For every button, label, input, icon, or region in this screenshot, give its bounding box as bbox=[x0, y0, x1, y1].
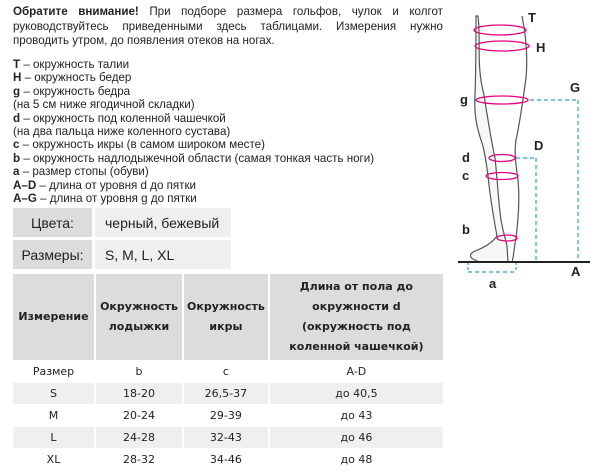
legend-item bbox=[13, 71, 453, 84]
table-cell: M bbox=[13, 405, 95, 427]
legend-item bbox=[13, 125, 453, 138]
table-cell: до 48 bbox=[269, 449, 443, 471]
leg-outline-right bbox=[512, 16, 527, 262]
table-cell: S bbox=[13, 383, 95, 405]
intro-line-3: проводить утром, до появления отеков на ногах. bbox=[13, 34, 275, 48]
label-d: d bbox=[462, 150, 470, 165]
legend-text: – окружность надлодыжечной области (самая тонкая часть ноги) bbox=[20, 151, 375, 165]
legend-item bbox=[13, 152, 453, 165]
table-cell: 29-39 bbox=[183, 405, 269, 427]
label-D: D bbox=[534, 138, 544, 153]
table-cell: c bbox=[183, 361, 269, 383]
header-cell: Измерение bbox=[13, 274, 95, 361]
label-H: H bbox=[536, 40, 546, 55]
legend-text: – окружность под коленной чашечкой bbox=[20, 111, 226, 125]
header-cell: Окружность икры bbox=[183, 274, 269, 361]
legend-item bbox=[13, 165, 453, 178]
attribute-value: черный, бежевый bbox=[94, 208, 232, 239]
table-row bbox=[13, 383, 443, 405]
legend-item bbox=[13, 112, 453, 125]
attribute-value: S, M, L, XL bbox=[94, 239, 232, 271]
intro-line-1 bbox=[13, 5, 443, 20]
table-cell: 28-32 bbox=[95, 449, 183, 471]
table-cell: 26,5-37 bbox=[183, 383, 269, 405]
legend-text: (на 5 см ниже ягодичной складки) bbox=[13, 98, 195, 112]
size-table bbox=[13, 274, 443, 471]
legend-text: – окружность талии bbox=[20, 58, 130, 71]
label-g: g bbox=[460, 92, 468, 107]
intro-line-1-rest: При подборе размера гольфов, чулок и колгот bbox=[149, 5, 443, 18]
legend-item bbox=[13, 138, 453, 151]
size-table-header bbox=[13, 274, 443, 361]
label-a: a bbox=[489, 276, 497, 291]
intro-line-2: руководствуйтесь приведенными здесь таблицами. Измерения нужно bbox=[13, 19, 443, 33]
table-cell: A-D bbox=[269, 361, 443, 383]
legend-key: c bbox=[13, 138, 20, 152]
legend-key: b bbox=[13, 151, 21, 165]
legend-key: T bbox=[13, 58, 21, 71]
table-cell: XL bbox=[13, 449, 95, 471]
header-cell: Окружность лодыжки bbox=[95, 274, 183, 361]
legend-key: A–D bbox=[13, 178, 37, 192]
intro-lead: Обратите внимание! bbox=[13, 5, 139, 18]
legend-key: d bbox=[13, 111, 21, 125]
attribute-row-sizes bbox=[13, 239, 231, 271]
legend-item bbox=[13, 179, 453, 192]
table-row bbox=[13, 361, 443, 383]
intro-text bbox=[13, 5, 443, 49]
table-cell: до 46 bbox=[269, 427, 443, 449]
label-A: A bbox=[571, 264, 581, 279]
legend-item bbox=[13, 98, 453, 111]
legend-key: H bbox=[13, 71, 22, 85]
legend-text: – длина от уровня g до пятки bbox=[36, 192, 197, 206]
legend-item bbox=[13, 58, 453, 71]
table-cell: до 40,5 bbox=[269, 383, 443, 405]
table-cell: 24-28 bbox=[95, 427, 183, 449]
legend-item bbox=[13, 85, 453, 98]
table-cell: L bbox=[13, 427, 95, 449]
table-cell: Размер bbox=[13, 361, 95, 383]
legend-text: – длина от уровня d до пятки bbox=[36, 178, 197, 192]
legend-text: – окружность бедер bbox=[21, 71, 132, 85]
table-cell: 34-46 bbox=[183, 449, 269, 471]
table-cell: 18-20 bbox=[95, 383, 183, 405]
legend-item bbox=[13, 192, 453, 205]
table-row bbox=[13, 449, 443, 471]
legend-text: (на два пальца ниже коленного сустава) bbox=[13, 125, 231, 139]
table-row bbox=[13, 427, 443, 449]
table-cell: 20-24 bbox=[95, 405, 183, 427]
attributes-table bbox=[13, 208, 231, 272]
legend-key: g bbox=[13, 84, 21, 98]
leg-measurement-diagram bbox=[450, 0, 598, 292]
table-cell: до 43 bbox=[269, 405, 443, 427]
legend-text: – размер стопы (обуви) bbox=[19, 165, 149, 179]
ring-H bbox=[475, 41, 529, 51]
ring-T bbox=[474, 25, 526, 35]
legend-text: – окружность икры (в самом широком месте) bbox=[19, 138, 265, 152]
attribute-label: Размеры: bbox=[13, 239, 94, 271]
label-T: T bbox=[528, 10, 536, 25]
table-row bbox=[13, 405, 443, 427]
legend-key: A–G bbox=[13, 192, 37, 206]
label-c: c bbox=[462, 168, 470, 183]
legend-key: a bbox=[13, 165, 20, 179]
measurement-legend bbox=[13, 58, 453, 205]
label-G: G bbox=[570, 80, 581, 95]
table-cell: b bbox=[95, 361, 183, 383]
table-cell: 32-43 bbox=[183, 427, 269, 449]
attribute-row-colors bbox=[13, 208, 231, 239]
header-cell: Длина от пола до окружности d (окружность под коленной чашечкой) bbox=[269, 274, 443, 361]
leg-outline bbox=[470, 16, 508, 262]
label-b: b bbox=[462, 222, 470, 237]
attribute-label: Цвета: bbox=[13, 208, 94, 239]
legend-text: – окружность бедра bbox=[20, 84, 131, 98]
